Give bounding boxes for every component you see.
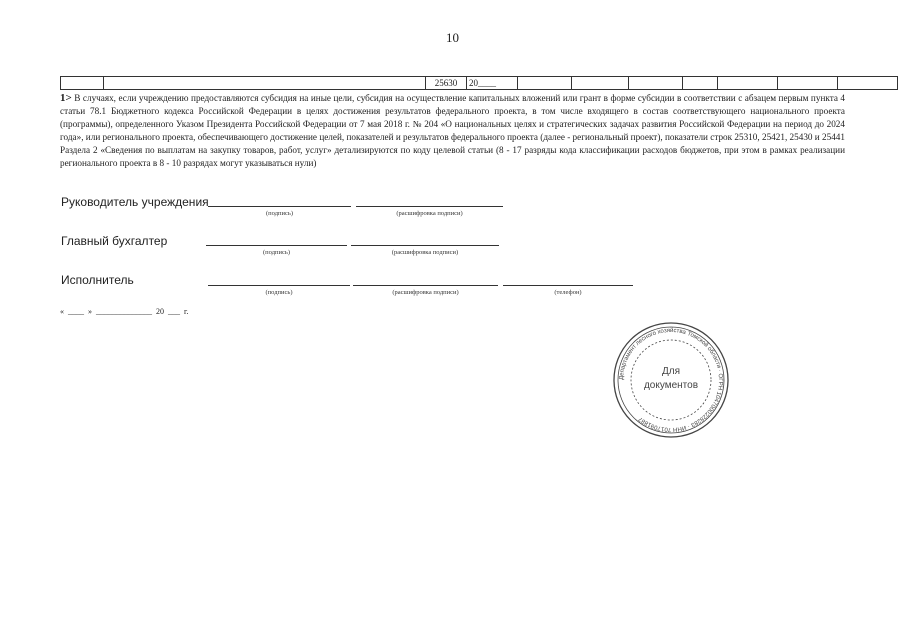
head-label: Руководитель учреждения: [61, 195, 209, 209]
executor-signature-caption: (подпись): [265, 289, 293, 296]
table-cell-empty: [572, 77, 629, 90]
executor-decoding-caption: (расшифровка подписи): [392, 289, 459, 296]
executor-phone-line: [503, 285, 633, 286]
head-signature-caption: (подпись): [266, 210, 293, 217]
table-cell-empty: [104, 77, 426, 90]
table-cell-year: 20____: [467, 77, 518, 90]
stamp-text-line2: документов: [643, 380, 699, 391]
stamp-text-line1: Для: [661, 366, 681, 377]
table-cell-empty: [838, 77, 898, 90]
footnote-text: В случаях, если учреждению предоставляются субсидия на иные цели, субсидия на осуществление капитальных вложений или грант в форме субсидии в соответствии с абзацем первым пункта 4 статьи 78.1 Бюджетного кодекса Российской Федерации в целях достижения результатов федерального проекта, в том числе входящего в состав соответствующего национального проекта (программы), определенного Указом Президента Российской Федерации от 7 мая 2018 г. № 204 «О национальных целях и стратегических задачах развития Российской Федерации на период до 2024 года», или регионального проекта, обеспечивающего достижение целей, показателей и результатов федерального проекта (далее - региональный проект), показатели строк 25310, 25421, 25430 и 25441 Раздела 2 «Сведения по выплатам на закупку товаров, работ, услуг» детализируются по коду целевой статьи (8 - 17 разряды кода классификации расходов бюджетов, при этом в рамках реализации регионального проекта в 8 - 10 разрядах могут указываться нули): [60, 93, 845, 168]
accountant-label: Главный бухгалтер: [61, 234, 168, 248]
table-cell-empty: [629, 77, 683, 90]
page-number: 10: [446, 30, 459, 45]
stamp-ring-text: Департамент лесного хозяйства Томской области · ОГРН 1047000228283 · ИНН 7017091887: [618, 327, 724, 433]
stamp-seal: [612, 321, 730, 439]
table-cell-empty: [61, 77, 104, 90]
executor-decoding-line: [353, 285, 498, 286]
executor-label: Исполнитель: [61, 273, 134, 287]
table-row: [60, 76, 898, 90]
accountant-decoding-line: [351, 245, 499, 246]
head-decoding-line: [356, 206, 503, 207]
footnote: [60, 92, 845, 170]
table-cell-empty: [778, 77, 838, 90]
footnote-marker: 1>: [60, 92, 72, 104]
accountant-signature-line: [206, 245, 347, 246]
head-signature-line: [208, 206, 351, 207]
accountant-decoding-caption: (расшифровка подписи): [391, 249, 459, 256]
executor-signature-line: [208, 285, 350, 286]
head-decoding-caption: (расшифровка подписи): [396, 210, 463, 217]
table-cell-code: 25630: [426, 77, 467, 90]
executor-phone-caption: (телефон): [554, 289, 582, 296]
table-cell-empty: [718, 77, 778, 90]
table-cell-empty: [683, 77, 718, 90]
accountant-signature-caption: (подпись): [263, 249, 290, 256]
date-line: « ____ » ______________ 20 ___ г.: [60, 307, 189, 316]
table-cell-empty: [518, 77, 572, 90]
